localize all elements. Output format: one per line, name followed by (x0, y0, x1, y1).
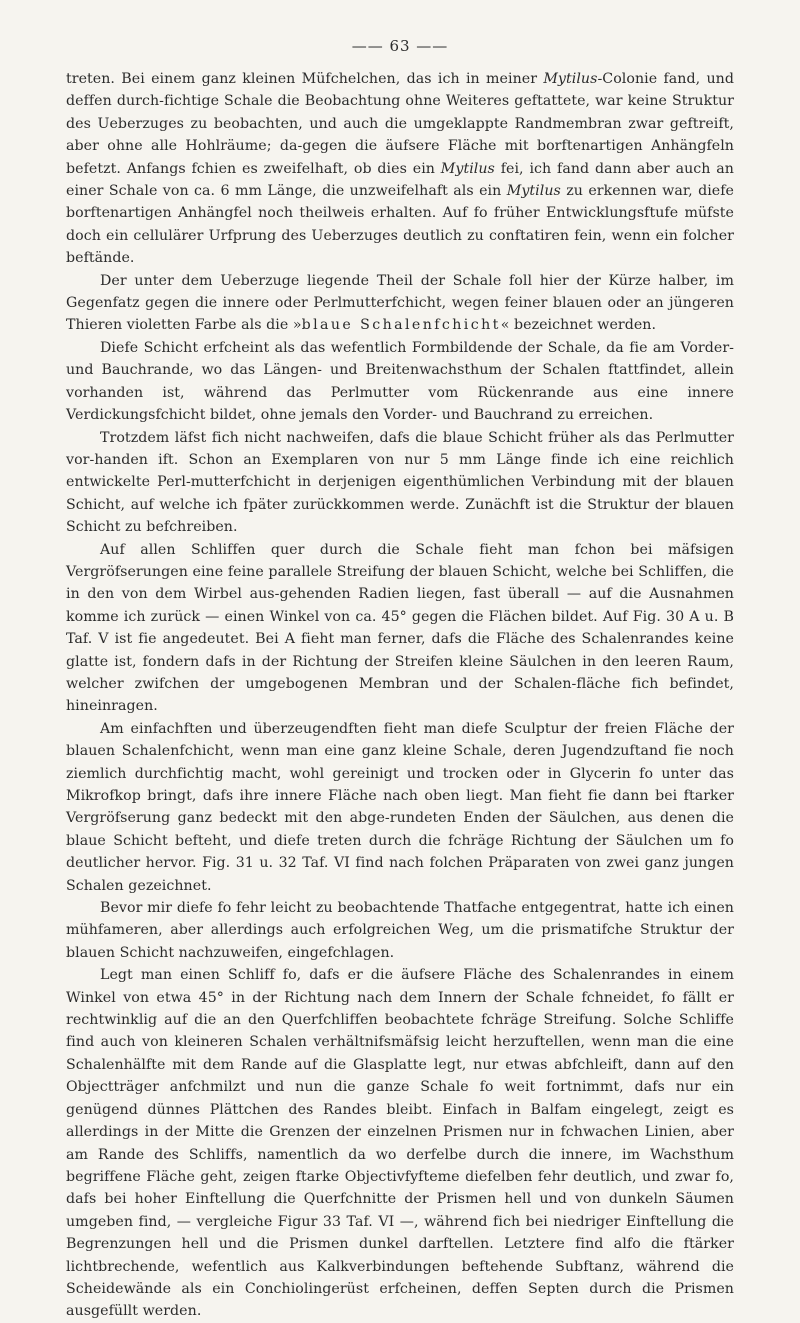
text-run: Auf allen Schliffen quer durch die Schale fieht man fchon bei mäfsigen Vergröfserungen eine feine parallele Streifung der blauen Schicht, welche bei Schliffen, die in den von dem Wirbel aus-gehenden Radien liegen, fast überall — auf die Ausnahmen komme ich zurück — einen Winkel von ca. 45° gegen die Flächen bildet. Auf Fig. 30 A u. B Taf. V ist fie angedeutet. Bei A fieht man ferner, dafs die Fläche des Schalenrandes keine glatte ist, fondern dafs in der Richtung der Streifen kleine Säulchen in den leeren Raum, welcher zwifchen der umgebogenen Membran und der Schalen-fläche fich befindet, hineinragen. (66, 541, 734, 715)
text-run: fei, ich fand dann aber auch an einer Schale von ca. 6 mm Länge, die unzweifelhaft als ein (66, 160, 734, 200)
text-run: zu erkennen war, diefe borftenartigen Anhängfel noch theilweis erhalten. Auf fo früher Entwicklungsftufe müfste doch ein cellulärer Urfprung des Ueberzuges deutlich zu conftatiren fein, wenn ein folcher beftände. (66, 183, 734, 267)
text-run: -Colonie fand, und deffen durch-fichtige Schale die Beobachtung ohne Weiteres geftattete, war keine Struktur des Ueberzuges zu beobachten, und auch die umgeklappte Randmembran zwar geftreift, aber ohne alle Hohlräume; da-gegen die äufsere Fläche mit borftenartigen Anhängfeln befetzt. Anfangs fchien es zweifelhaft, ob dies ein (66, 71, 735, 177)
text-run: Der unter dem Ueberzuge liegende Theil der Schale foll hier der Kürze halber, im Gegenfatz gegen die innere oder Perlmutterfchicht, wegen feiner blauen oder an jüngeren Thieren violetten Farbe als die » (66, 272, 734, 334)
paragraph (66, 897, 734, 964)
italic-term: Mytilus (440, 160, 495, 177)
paragraph (66, 270, 734, 337)
text-run: Bevor mir diefe fo fehr leicht zu beobachtende Thatfache entgegentrat, hatte ich einen mühfameren, aber allerdings auch erfolgreichen Weg, um die prismatifche Struktur der blauen Schicht nachzuweifen, eingefchlagen. (66, 900, 734, 961)
text-run: treten. Bei einem ganz kleinen Müfchelchen, das ich in meiner (66, 71, 544, 87)
paragraph (66, 68, 734, 270)
paragraph (66, 718, 734, 897)
text-run: Am einfachften und überzeugendften fieht man diefe Sculptur der freien Fläche der blauen Schalenfchicht, wenn man eine ganz kleine Schale, deren Jugendzuftand fie noch ziemlich durchfichtig macht, wohl gereinigt und trocken oder in Glycerin fo unter das Mikrofkop bringt, dafs ihre innere Fläche nach oben liegt. Man fieht fie dann bei ftarker Vergröfserung ganz bedeckt mit den abge-rundeten Enden der Säulchen, aus denen die blaue Schicht befteht, und diefe treten durch die fchräge Richtung der Säulchen um fo deutlicher hervor. Fig. 31 u. 32 Taf. VI find nach folchen Präparaten von zwei ganz jungen Schalen gezeichnet. (66, 720, 734, 894)
paragraph (66, 427, 734, 539)
paragraph (66, 964, 734, 1323)
text-run: Legt man einen Schliff fo, dafs er die äufsere Fläche des Schalenrandes in einem Winkel von etwa 45° in der Richtung nach dem Innern der Schale fchneidet, fo fällt er rechtwinklig auf die an den Querfchliffen beobachtete fchräge Streifung. Solche Schliffe find auch von kleineren Schalen verhältnifsmäfsig leicht herzuftellen, wenn man die eine Schalenhälfte mit dem Rande auf die Glasplatte legt, nur etwas abfchleift, dann auf den Objectträger anfchmilzt und nun die ganze Schale fo weit fortnimmt, dafs nur ein genügend dünnes Plättchen des Randes bleibt. Einfach in Balfam eingelegt, zeigt es allerdings in der Mitte die Grenzen der einzelnen Prismen nur in fchwachen Linien, aber am Rande des Schliffs, namentlich da wo derfelbe durch die innere, im Wachsthum begriffene Fläche geht, zeigen ftarke Objectivfyfteme diefelben fehr deutlich, und zwar fo, dafs bei hoher Einftellung die Querfchnitte der Prismen hell und von dunkeln Säumen umgeben find, — vergleiche Figur 33 Taf. VI —, während fich bei niedriger Einftellung die Begrenzungen hell und die Prismen dunkel darftellen. Letztere find alfo die ftärker lichtbrechende, wefentlich aus Kalkverbindungen beftehende Subftanz, während die Scheidewände als ein Conchiolingerüst erfcheinen, deffen Septen durch die Prismen ausgefüllt werden. (66, 967, 734, 1320)
text-run: Trotzdem läfst fich nicht nachweifen, dafs die blaue Schicht früher als das Perlmutter vor-handen ift. Schon an Exemplaren von nur 5 mm Länge finde ich eine reichlich entwickelte Perl-mutterfchicht in derjenigen eigenthümlichen Verbindung mit der blauen Schicht, auf welche ich fpäter zurückkommen werde. Zunächft ist die Struktur der blauen Schicht zu befchreiben. (66, 429, 734, 536)
book-page (66, 36, 734, 1323)
spaced-term: blaue Schalenfchicht (301, 317, 501, 334)
italic-term: Mytilus (543, 71, 598, 87)
body-text (66, 68, 734, 1323)
paragraph (66, 539, 734, 718)
italic-term: Mytilus (506, 183, 561, 200)
page-number-header: —— 63 —— (351, 37, 449, 55)
paragraph (66, 337, 734, 427)
text-run: « bezeichnet werden. (500, 317, 657, 334)
text-run: Diefe Schicht erfcheint als das wefentlich Formbildende der Schale, da fie am Vorder- und Bauchrande, wo das Längen- und Breitenwachsthum der Schalen ftattfindet, allein vorhanden ist, während das Perlmutter vom Rückenrande aus eine innere Verdickungsfchicht bildet, ohne jemals den Vorder- und Bauchrand zu erreichen. (66, 339, 734, 424)
